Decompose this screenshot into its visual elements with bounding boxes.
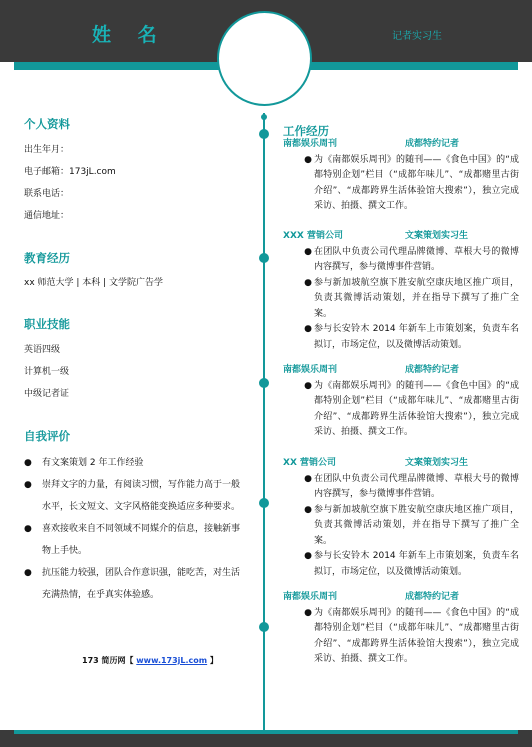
timeline-dot — [259, 378, 269, 388]
list-item: ● 崇拜文字的力量，有阅读习惯，写作能力高于一般水平，长文短文、文字风格能变换适应多种要求。 — [24, 474, 246, 518]
list-item: ● 抗压能力较强，团队合作意识强，能吃苦，对生活充满热情，在乎真实体验感。 — [24, 562, 246, 606]
work-role: 成都特约记者 — [405, 592, 460, 602]
profile-email: 电子邮箱：173jL.com — [24, 167, 116, 177]
timeline-dot — [259, 622, 269, 632]
list-item: ● 有文案策划 2 年工作经验 — [24, 452, 246, 474]
job-title: 记者实习生 — [392, 31, 442, 42]
timeline-dot — [259, 498, 269, 508]
bullet-icon: ● — [304, 607, 312, 618]
footer-credit: 173 简历网【 www.173jL.com 】 — [82, 656, 218, 665]
list-item: ● 为《南都娱乐周刊》的随刊——《食色中国》的“成都特别企划”栏目（“成都年味儿”、“成都赌里古街介绍”、“成都跨界生活体验馆大搜索”），独立完成采访、拍摄、撰文工作。 — [283, 153, 519, 215]
bullet-icon: ● — [24, 568, 32, 578]
bullet-icon: ● — [24, 458, 32, 468]
timeline-dot — [261, 114, 267, 120]
bullet-icon: ● — [24, 524, 32, 534]
work-role: 成都特约记者 — [405, 365, 460, 375]
bullet-icon: ● — [304, 473, 312, 484]
footer-accent — [14, 730, 518, 734]
list-item: ● 参与长安铃木 2014 年新车上市策划案，负责车名拟订，市场定位，以及微博活动策划。 — [283, 322, 519, 353]
bullet-icon: ● — [24, 480, 32, 490]
skill-item: 计算机一级 — [24, 367, 70, 377]
work-entry — [283, 456, 519, 580]
bullet-icon: ● — [304, 277, 312, 288]
skill-item: 英语四级 — [24, 345, 61, 355]
profile-phone: 联系电话： — [24, 189, 70, 199]
list-item: ● 在团队中负责公司代理品牌微博、草根大号的微博内容撰写，参与微博事件营销。 — [283, 472, 519, 503]
section-title-self-eval: 自我评价 — [24, 429, 70, 443]
section-title-education: 教育经历 — [24, 251, 70, 265]
timeline-dot — [259, 253, 269, 263]
work-company: XXX 营销公司 — [283, 231, 343, 241]
list-item: ● 参与长安铃木 2014 年新车上市策划案，负责车名拟订，市场定位，以及微博活动策划。 — [283, 549, 519, 580]
list-item: ● 参与新加坡航空旗下胜安航空康庆地区推广项目，负责其微博活动策划，并在指导下撰写了推广全案。 — [283, 503, 519, 550]
education-line: xx 师范大学 | 本科 | 文学院广告学 — [24, 278, 164, 288]
bullet-icon: ● — [304, 324, 312, 334]
avatar[interactable] — [217, 11, 312, 106]
list-item: ● 喜欢接收来自不同领域不同媒介的信息，接触新事物上手快。 — [24, 518, 246, 562]
list-item: ● 为《南都娱乐周刊》的随刊——《食色中国》的“成都特别企划”栏目（“成都年味儿”、“成都赌里古街介绍”、“成都跨界生活体验馆大搜索”），独立完成采访、拍摄、撰文工作。 — [283, 379, 519, 441]
work-role: 文案策划实习生 — [405, 231, 469, 241]
section-title-skills: 职业技能 — [24, 317, 70, 331]
profile-birth: 出生年月： — [24, 145, 70, 155]
header-accent-right — [296, 62, 518, 70]
candidate-name: 姓 名 — [92, 24, 167, 46]
list-item: ● 为《南都娱乐周刊》的随刊——《食色中国》的“成都特别企划”栏目（“成都年味儿”、“成都赌里古街介绍”、“成都跨界生活体验馆大搜索”），独立完成采访、拍摄、撰文工作。 — [283, 606, 519, 668]
work-entry — [283, 363, 519, 441]
list-item: ● 参与新加坡航空旗下胜安航空康庆地区推广项目，负责其微博活动策划，并在指导下撰写了推广全案。 — [283, 276, 519, 323]
footer-link[interactable]: www.173jL.com — [136, 656, 208, 665]
header-accent-left — [14, 62, 234, 70]
skill-item: 中级记者证 — [24, 389, 70, 399]
section-title-profile: 个人资料 — [24, 117, 70, 131]
work-entry — [283, 229, 519, 353]
section-title-work: 工作经历 — [283, 124, 329, 138]
timeline-dot — [259, 129, 269, 139]
bullet-icon: ● — [304, 551, 312, 561]
list-item: ● 在团队中负责公司代理品牌微博、草根大号的微博内容撰写，参与微博事件营销。 — [283, 245, 519, 276]
bullet-icon: ● — [304, 246, 312, 257]
bullet-icon: ● — [304, 380, 312, 391]
bullet-icon: ● — [304, 154, 312, 165]
work-entry — [283, 590, 519, 668]
timeline-line — [263, 113, 265, 730]
work-company: 南都娱乐周刊 — [283, 592, 338, 602]
work-entry — [283, 137, 519, 215]
self-eval-list — [24, 452, 246, 606]
work-company: XX 营销公司 — [283, 458, 337, 468]
bullet-icon: ● — [304, 504, 312, 515]
profile-address: 通信地址： — [24, 211, 70, 221]
work-role: 成都特约记者 — [405, 139, 460, 149]
work-role: 文案策划实习生 — [405, 458, 469, 468]
work-company: 南都娱乐周刊 — [283, 139, 338, 149]
work-company: 南都娱乐周刊 — [283, 365, 338, 375]
